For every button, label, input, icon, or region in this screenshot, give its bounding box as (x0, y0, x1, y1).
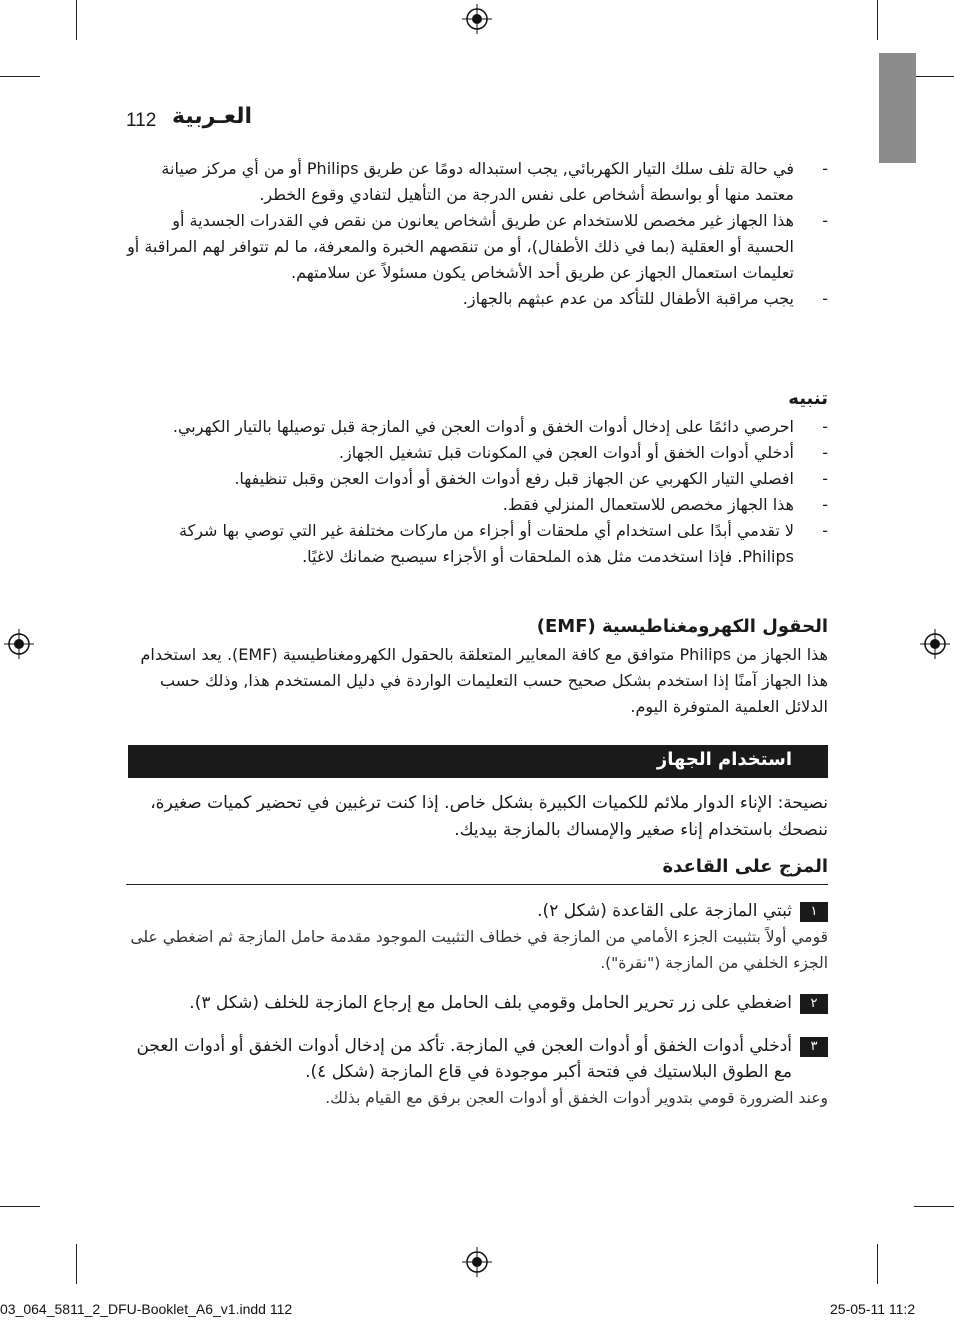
list-item (126, 492, 828, 518)
step-item (126, 898, 828, 924)
list-item (126, 440, 828, 466)
bullet-text: يجب مراقبة الأطفال للتأكد من عدم عبثهم بالجهاز. (462, 289, 794, 308)
bullet-text: أدخلي أدوات الخفق أو أدوات العجن في المكونات قبل تشغيل الجهاز. (338, 443, 794, 462)
tip-text: نصيحة: الإناء الدوار ملائم للكميات الكبيرة بشكل خاص. إذا كنت ترغبين في تحضير كميات صغيرة، ننصحك باستخدام إناء صغير والإمساك بالمازجة بيديك. (150, 793, 828, 840)
section-title-bar (128, 745, 828, 778)
crop-mark-bottom-left (76, 1244, 77, 1284)
step-number-badge: ٣ (800, 1037, 828, 1057)
intro-bullet-list (126, 156, 828, 312)
footer-file-slug: 03_064_5811_2_DFU-Booklet_A6_v1.indd 112 (0, 1301, 293, 1317)
bullet-text: هذا الجهاز مخصص للاستعمال المنزلي فقط. (502, 495, 794, 514)
language-title: العـربية (172, 104, 253, 129)
list-item (126, 414, 828, 440)
registration-mark-right-icon (920, 629, 950, 659)
bullet-text: احرصي دائمًا على إدخال أدوات الخفق و أدوات العجن في المازجة قبل توصيلها بالتيار الكهربي. (172, 417, 794, 436)
caution-heading: تنبيه (788, 388, 828, 409)
list-item (126, 466, 828, 492)
step-body: وعند الضرورة قومي بتدوير أدوات الخفق أو أدوات العجن برفق مع القيام بذلك. (325, 1089, 828, 1107)
tip-paragraph (126, 790, 828, 844)
list-item (126, 208, 828, 286)
bullet-text: هذا الجهاز غير مخصص للاستخدام عن طريق أشخاص يعانون من نقص في القدرات الجسدية أو الحسية أو العقلية (بما في ذلك الأطفال)، أو من تنقصهم الخبرة والمعرفة، ما لم تتوافر لهم المراقبة أو تعليمات استعمال الجهاز عن طريق أحد الأشخاص يكون مسئولاً عن سلامتهم. (127, 211, 794, 282)
bullet-text: افصلي التيار الكهربي عن الجهاز قبل رفع أدوات الخفق أو أدوات العجن وقبل تنظيفها. (234, 469, 794, 488)
list-item (126, 156, 828, 208)
registration-mark-left-icon (4, 629, 34, 659)
intro-section (126, 156, 828, 312)
crop-mark-bottom-right (877, 1244, 878, 1284)
dash-bullet-icon: - (822, 443, 828, 462)
bullet-text: في حالة تلف سلك التيار الكهربائي, يجب استبداله دومًا عن طريق Philips أو من أي مركز صيانة معتمد منها أو بواسطة أشخاص على نفس الدرجة من التأهيل لتفادي وقوع الخطر. (161, 159, 794, 204)
step-3 (126, 1033, 828, 1111)
dash-bullet-icon: - (822, 469, 828, 488)
dash-bullet-icon: - (822, 417, 828, 436)
page-number: 112 (126, 110, 157, 131)
crop-mark-left-top (0, 76, 40, 77)
step-title: ثبتي المازجة على القاعدة (شكل ٢). (537, 901, 792, 921)
subheading-block (126, 854, 828, 885)
crop-mark-right-top (914, 76, 954, 77)
section-title: استخدام الجهاز (656, 749, 792, 770)
dash-bullet-icon: - (822, 495, 828, 514)
crop-mark-top-right (877, 0, 878, 40)
step-body: قومي أولاً بتثبيت الجزء الأمامي من المازجة في خطاف التثبيت الموجود مقدمة حامل المازجة ثم اضغطي على الجزء الخلفي من المازجة ("نقرة"). (130, 928, 828, 972)
dash-bullet-icon: - (822, 159, 828, 178)
step-2 (126, 990, 828, 1016)
dash-bullet-icon: - (822, 211, 828, 230)
dash-bullet-icon: - (822, 289, 828, 308)
language-thumb-tab (879, 53, 916, 163)
step-1 (126, 898, 828, 976)
step-title: أدخلي أدوات الخفق أو أدوات العجن في المازجة. تأكد من إدخال أدوات الخفق أو أدوات العجن مع الطوق البلاستيك في فتحة أكبر موجودة في قاع المازجة (شكل ٤). (136, 1036, 792, 1082)
crop-mark-right-bottom (914, 1206, 954, 1207)
step-item (126, 1033, 828, 1085)
dash-bullet-icon: - (822, 521, 828, 540)
emf-section (126, 614, 828, 720)
step-number-badge: ٢ (800, 994, 828, 1014)
step-title: اضغطي على زر تحرير الحامل وقومي بلف الحامل مع إرجاع المازجة للخلف (شكل ٣). (189, 993, 792, 1013)
footer-datetime: 25-05-11 11:2 (830, 1301, 916, 1317)
crop-mark-left-bottom (0, 1206, 40, 1207)
caution-section (126, 386, 828, 570)
emf-heading: الحقول الكهرومغناطيسية (EMF) (536, 616, 828, 637)
page-header (126, 104, 806, 138)
step-number-badge: ١ (800, 902, 828, 922)
registration-mark-bottom-icon (462, 1247, 492, 1277)
list-item (126, 518, 828, 570)
bullet-text: لا تقدمي أبدًا على استخدام أي ملحقات أو أجزاء من ماركات مختلفة غير التي توصي بها شركة Philips. فإذا استخدمت مثل هذه الملحقات أو الأجزاء سيصبح ضمانك لاغيًا. (179, 521, 794, 566)
crop-mark-top-left (76, 0, 77, 40)
subheading-mixing-on-stand: المزج على القاعدة (126, 854, 828, 885)
list-item (126, 286, 828, 312)
step-item (126, 990, 828, 1016)
registration-mark-top-icon (462, 4, 492, 34)
caution-bullet-list (126, 414, 828, 570)
emf-text: هذا الجهاز من Philips متوافق مع كافة المعايير المتعلقة بالحقول الكهرومغناطيسية (EMF). يعد استخدام هذا الجهاز آمنًا إذا استخدم بشكل صحيح حسب التعليمات الواردة في دليل المستخدم هذا, وذلك حسب الدلائل العلمية المتوفرة اليوم. (140, 645, 828, 716)
